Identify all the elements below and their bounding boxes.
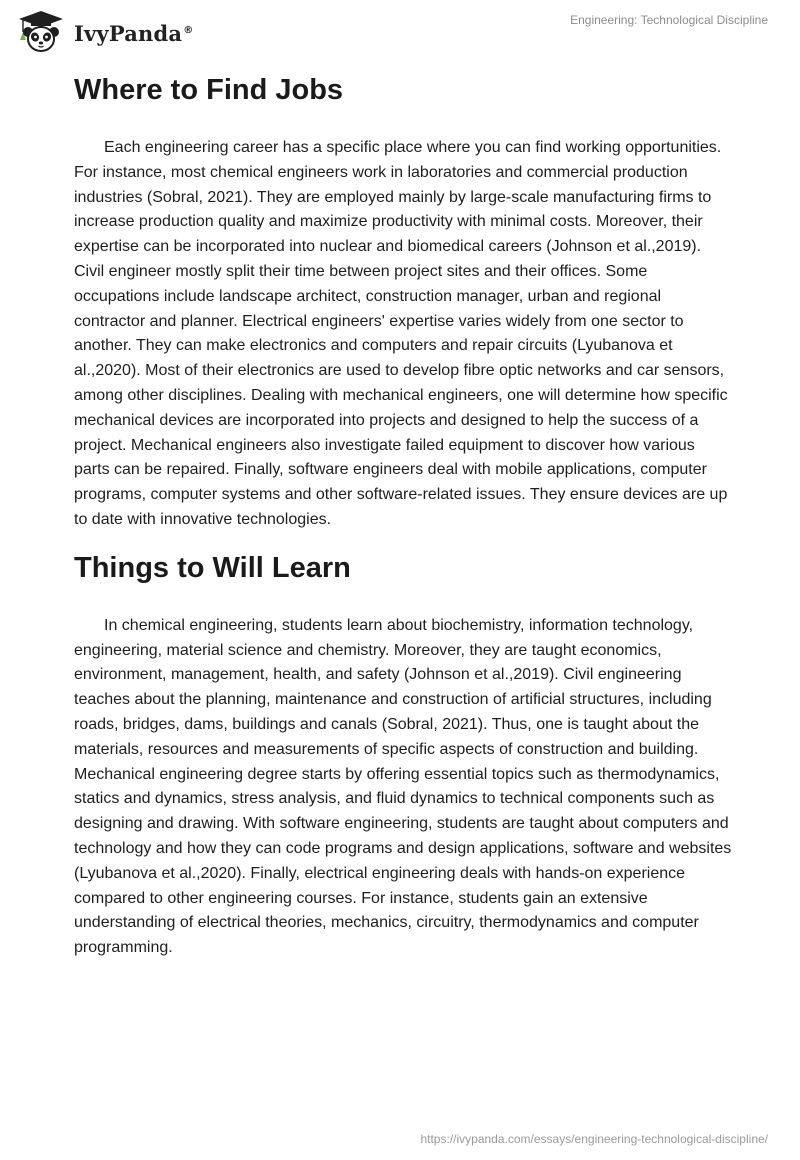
registered-mark: ® bbox=[183, 24, 194, 36]
ivypanda-logo[interactable] bbox=[14, 10, 193, 54]
essay-body bbox=[74, 72, 734, 961]
page-header bbox=[0, 0, 800, 64]
section-paragraph-things-to-will-learn: In chemical engineering, students learn about biochemistry, information technology, engineering, material science and chemistry. Moreover, they are taught economics, environment, management, health, and safety (Johnson et al.,2019). Civil engineering teaches about the planning, maintenance and construction of artificial structures, including roads, bridges, dams, buildings and canals (Sobral, 2021). Thus, one is taught about the materials, resources and measurements of specific aspects of construction and building. Mechanical engineering degree starts by offering essential topics such as thermodynamics, statics and dynamics, stress analysis, and fluid dynamics to technical components such as designing and drawing. With software engineering, students are taught about computers and technology and how they can code programs and design applications, software and websites (Lyubanova et al.,2020). Finally, electrical engineering deals with hands-on experience compared to other engineering courses. For instance, students gain an extensive understanding of electrical theories, mechanics, circuitry, thermodynamics and computer programming. bbox=[74, 616, 732, 957]
section-heading-where-to-find-jobs: Where to Find Jobs bbox=[74, 74, 344, 106]
source-url[interactable]: https://ivypanda.com/essays/engineering-technological-discipline/ bbox=[420, 1132, 768, 1146]
section-heading-things-to-will-learn: Things to Will Learn bbox=[74, 551, 351, 584]
logo-wordmark: IvyPanda® bbox=[74, 20, 194, 46]
panda-graduate-icon bbox=[14, 10, 68, 54]
running-title: Engineering: Technological Discipline bbox=[570, 13, 768, 27]
section-paragraph-where-to-find-jobs: Each engineering career has a specific place where you can find working opportunities. For instance, most chemical engineers work in laboratories and commercial production industries (Sobral, 2021). They are employed mainly by large-scale manufacturing firms to increase production quality and maximize productivity with minimal costs. Moreover, their expertise can be incorporated into nuclear and biomedical careers (Johnson et al.,2019). Civil engineer mostly split their time between project sites and their offices. Some occupations include landscape architect, construction manager, urban and regional contractor and planner. Electrical engineers' expertise varies widely from one sector to another. They can make electronics and computers and repair circuits (Lyubanova et al.,2020). Most of their electronics are used to develop fibre optic networks and car sensors, among other disciplines. Dealing with mechanical engineers, one will determine how specific mechanical devices are incorporated into projects and designed to help the success of a project. Mechanical engineers also investigate failed equipment to discover how various parts can be repaired. Finally, software engineers deal with mobile applications, computer programs, computer systems and other software-related issues. They ensure devices are up to date with innovative technologies. bbox=[74, 139, 728, 528]
